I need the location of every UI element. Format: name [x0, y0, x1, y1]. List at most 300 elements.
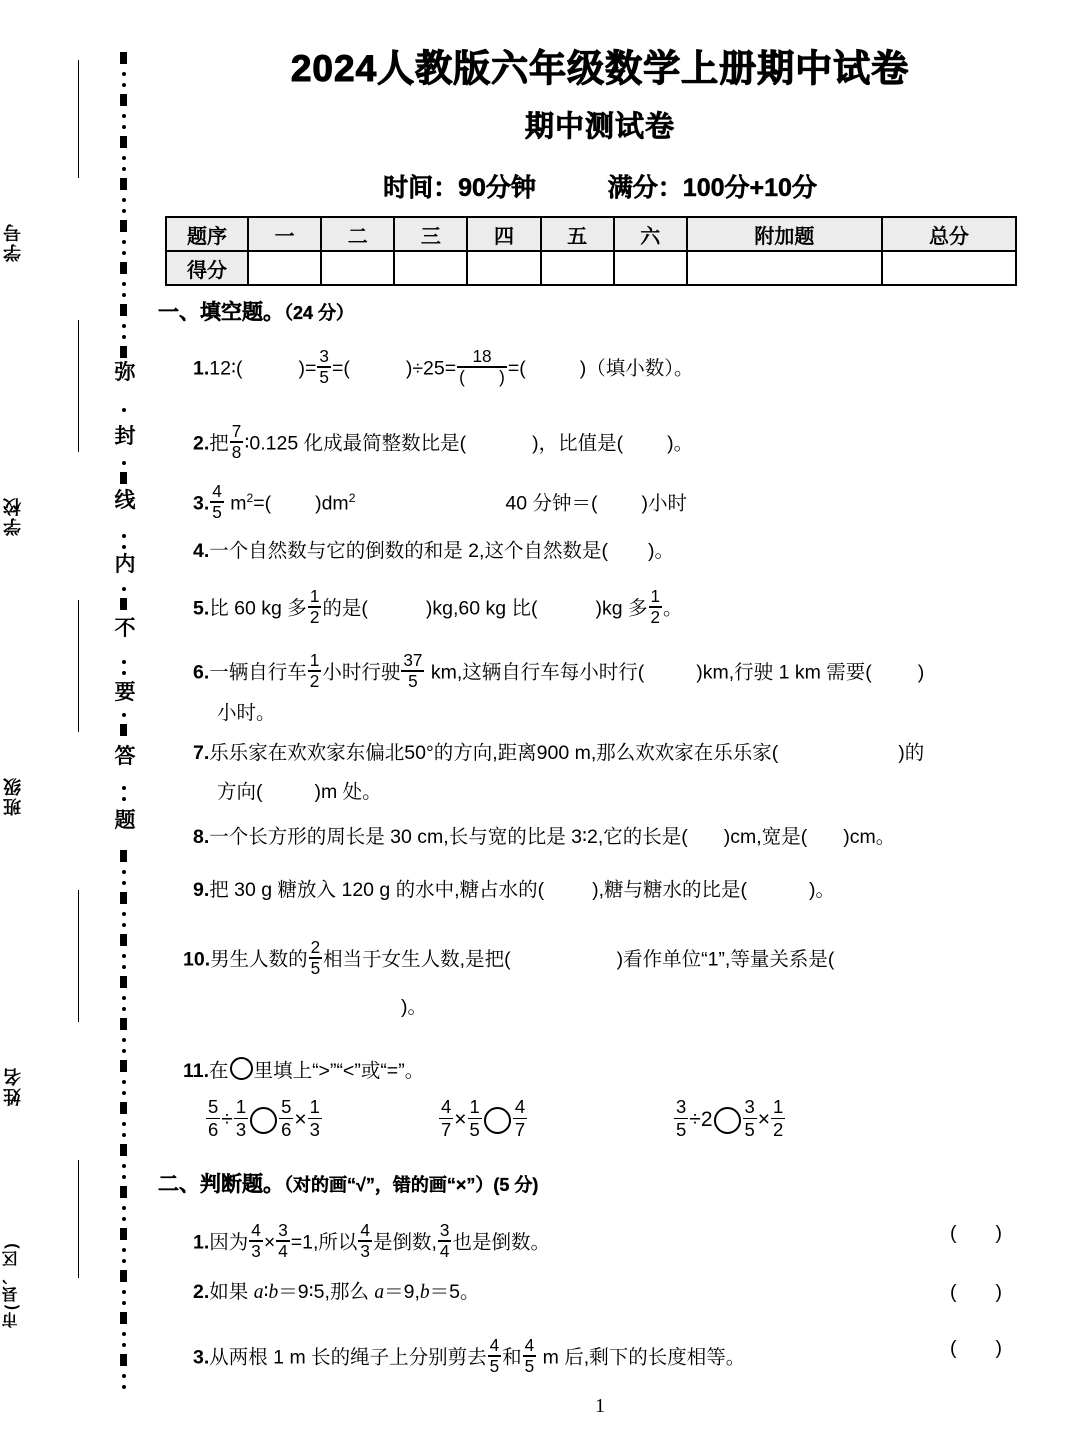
seal-label-class: 班级 — [3, 776, 23, 816]
seal-dot — [122, 114, 126, 118]
score-cell-4[interactable] — [467, 251, 540, 285]
seal-dot — [122, 293, 126, 297]
tf2-text-e: ＝5。 — [429, 1281, 480, 1303]
tf1-f1-n: 4 — [251, 1219, 261, 1240]
tf2-var-a2: a — [374, 1282, 385, 1303]
tf1-fraction-3-4-a — [276, 1219, 290, 1262]
q1-lead: 12∶( — [209, 357, 243, 380]
q4-tail: )。 — [647, 540, 674, 562]
question-fill-5 — [193, 585, 683, 628]
tf1-mid2: 是倒数, — [372, 1231, 437, 1254]
seal-dot — [122, 1007, 126, 1011]
seal-dot — [122, 282, 126, 286]
seal-dash — [120, 1102, 127, 1114]
score-cell-bonus[interactable] — [687, 251, 882, 285]
cmp1-left-op: ÷ — [221, 1108, 233, 1131]
seal-label-city-county: 市(县、区) — [3, 1241, 20, 1329]
seal-dot — [122, 1248, 126, 1252]
seal-char-2: 封 — [112, 424, 138, 450]
exam-time-label: 时间：90分钟 — [383, 174, 536, 202]
seal-dot — [122, 1374, 126, 1378]
cmp3-left-frac — [674, 1095, 688, 1140]
seal-rule-1 — [78, 60, 79, 178]
page-subtitle: 期中测试卷 — [524, 111, 675, 143]
cmp3-right-frac — [743, 1095, 757, 1140]
score-col-5: 五 — [541, 217, 614, 251]
seal-margin — [0, 0, 155, 1448]
tf-number-3: 3. — [193, 1346, 210, 1369]
seal-dot — [122, 1385, 126, 1389]
seal-dot — [122, 1332, 126, 1336]
seal-char-5: 不 — [112, 616, 138, 642]
seal-dot — [122, 125, 126, 129]
tf2-var-b2: b — [419, 1282, 430, 1303]
score-cell-3[interactable] — [394, 251, 467, 285]
q1-fraction-18-blank — [457, 345, 507, 388]
seal-dot — [122, 1038, 126, 1042]
seal-dot — [122, 324, 126, 328]
tf3-lead: 从两根 1 m 长的绳子上分别剪去 — [209, 1346, 487, 1369]
seal-char-4: 内 — [112, 552, 138, 578]
score-table-row-label-score: 得分 — [166, 251, 248, 285]
q7-line1-tail: )的 — [898, 742, 925, 764]
q6-mid4: ) — [917, 661, 925, 684]
seal-label-name: 姓名 — [3, 1066, 23, 1106]
seal-dot — [122, 1133, 126, 1137]
seal-dot — [122, 461, 126, 465]
tf3-fraction-4-5-a — [488, 1334, 502, 1377]
q1-eq-3: = — [444, 357, 457, 380]
question-fill-2 — [193, 420, 694, 463]
cmp2-la-d: 7 — [441, 1118, 452, 1140]
q5-mid3: )kg 多 — [595, 597, 648, 620]
tf2-text-a: 如果 — [209, 1281, 254, 1303]
tf2-var-a: a — [253, 1282, 264, 1303]
section-1-points: （24 分） — [284, 303, 355, 323]
question-fill-7 — [193, 744, 924, 764]
seal-dot — [122, 1091, 126, 1095]
seal-dash — [120, 1144, 127, 1156]
seal-char-7: 答 — [112, 744, 138, 770]
score-table-row-label-order: 题序 — [166, 217, 248, 251]
q10-mid: 相当于女生人数,是把( — [323, 948, 511, 971]
seal-dot — [122, 912, 126, 916]
seal-dash — [120, 1060, 127, 1072]
q3-unit-1: m — [230, 492, 247, 515]
seal-dot — [122, 996, 126, 1000]
table-row-header — [166, 217, 1016, 251]
q5-mid2: )kg,60 kg 比( — [425, 597, 538, 620]
question-fill-10 — [183, 936, 835, 979]
tf1-fraction-4-3-b — [358, 1219, 372, 1262]
seal-dash — [120, 724, 127, 736]
q1-f1-num: 3 — [319, 345, 329, 366]
seal-dot — [122, 1049, 126, 1053]
seal-dot — [122, 545, 126, 549]
question-fill-10-line2 — [401, 998, 427, 1018]
seal-dot — [122, 534, 126, 538]
page-title: 2024人教版六年级数学上册期中试卷 — [290, 48, 910, 89]
q3-fraction-4-5 — [210, 480, 224, 523]
q5-f2-num: 1 — [650, 585, 661, 606]
q6-mid3: )km,行驶 1 km 需要( — [696, 661, 872, 684]
section-2-title: 二、判断题。 — [158, 1173, 284, 1196]
q2-f-den: 8 — [231, 442, 242, 463]
cmp1-lb-n: 1 — [235, 1095, 247, 1117]
tf1-times: × — [263, 1231, 276, 1254]
tf2-text-b: ∶ — [263, 1281, 269, 1303]
q10-mid2: )看作单位“1”,等量关系是( — [616, 948, 835, 971]
q5-f2-den: 2 — [650, 607, 661, 628]
comparison-expression-1 — [205, 1095, 323, 1140]
cmp1-rb-n: 1 — [309, 1095, 320, 1117]
tf1-f3-n: 4 — [360, 1219, 370, 1240]
tf1-f4-d: 4 — [439, 1241, 450, 1262]
q9-text-b: ),糖与糖水的比是( — [592, 879, 748, 901]
seal-dot — [122, 1343, 126, 1347]
comparison-circle-icon[interactable] — [230, 1057, 253, 1080]
seal-dot — [122, 251, 126, 255]
q4-text: 一个自然数与它的倒数的和是 2,这个自然数是( — [209, 540, 608, 562]
score-col-3: 三 — [394, 217, 467, 251]
seal-dot — [122, 786, 126, 790]
tf-number-2: 2. — [193, 1281, 210, 1303]
tf1-mid: =1,所以 — [290, 1231, 358, 1254]
score-cell-6[interactable] — [614, 251, 687, 285]
q3-eq: =( — [253, 492, 272, 515]
cmp1-la-n: 5 — [208, 1095, 219, 1117]
q3-f-den: 5 — [212, 502, 222, 523]
seal-dash — [120, 52, 127, 64]
q7-line2-tail: )m 处。 — [314, 781, 382, 803]
seal-dot — [122, 881, 126, 885]
seal-dash — [120, 850, 127, 862]
q3-f-num: 4 — [212, 480, 222, 501]
cmp1-rb-d: 3 — [309, 1118, 320, 1140]
seal-dot — [122, 209, 126, 213]
seal-dot — [122, 671, 126, 675]
q10-line2: )。 — [401, 996, 427, 1018]
q6-fraction-37-5 — [401, 649, 424, 692]
question-tf-1 — [193, 1219, 550, 1262]
cmp2-lb-d: 5 — [469, 1118, 480, 1140]
q6-f2-den: 5 — [408, 671, 418, 692]
q2-mid2: )，比值是( — [532, 432, 624, 455]
q5-f1-den: 2 — [309, 607, 320, 628]
tf3-answer: ( ) — [950, 1337, 1002, 1359]
tf1-lead: 因为 — [209, 1231, 249, 1254]
cmp3-la-d: 5 — [676, 1118, 687, 1140]
cmp3-right-frac2 — [771, 1095, 785, 1140]
seal-dash — [120, 934, 127, 946]
score-col-bonus: 附加题 — [687, 217, 882, 251]
q1-eq-1: = — [305, 357, 317, 380]
tf-number-1: 1. — [193, 1231, 210, 1254]
q7-line1: 乐乐家在欢欢家东偏北50°的方向,距离900 m,那么欢欢家在乐乐家( — [209, 742, 779, 764]
tf1-f3-d: 3 — [360, 1241, 370, 1262]
q6-f1-num: 1 — [309, 649, 320, 670]
q1-fraction-3-5 — [317, 345, 331, 388]
seal-dot — [122, 923, 126, 927]
question-number-10: 10. — [183, 948, 211, 971]
seal-dot — [122, 965, 126, 969]
seal-dot — [122, 72, 126, 76]
cmp2-left-frac — [439, 1095, 453, 1140]
q3-second-tail: )小时 — [641, 492, 688, 515]
q3-unit-2: )dm — [315, 492, 349, 515]
question-fill-9 — [193, 881, 835, 901]
seal-dot — [122, 83, 126, 87]
question-fill-7-line2 — [217, 783, 382, 803]
seal-dot — [122, 1301, 126, 1305]
q9-text-c: )。 — [809, 879, 836, 901]
tf1-f4-n: 3 — [439, 1219, 450, 1240]
section-1-title: 一、填空题。 — [158, 301, 284, 324]
seal-dot — [122, 335, 126, 339]
q5-f1-num: 1 — [309, 585, 320, 606]
q1-eq-2: = — [331, 357, 344, 380]
seal-dot — [122, 1122, 126, 1126]
q5-fraction-1-2-b — [649, 585, 663, 628]
cmp2-right-frac — [513, 1095, 527, 1140]
seal-dash — [120, 178, 127, 190]
q1-tail: （填小数）。 — [586, 357, 694, 380]
q6-f1-den: 2 — [309, 671, 320, 692]
cmp1-left-frac2 — [234, 1095, 248, 1140]
q10-f-den: 5 — [310, 958, 321, 979]
q8-text-b: )cm,宽是( — [723, 826, 808, 848]
question-fill-4 — [193, 542, 674, 562]
q2-mid: ∶0.125 化成最简整数比是( — [244, 432, 467, 455]
comparison-answer-circle-3[interactable] — [714, 1107, 741, 1134]
tf2-text-c: ＝9∶5,那么 — [278, 1281, 375, 1303]
tf2-var-b: b — [268, 1282, 279, 1303]
q1-f2-den[interactable]: ( ) — [459, 367, 505, 388]
score-cell-1[interactable] — [248, 251, 321, 285]
seal-dot — [122, 156, 126, 160]
cmp1-left-frac — [206, 1095, 220, 1140]
seal-dot — [122, 408, 126, 412]
tf1-f2-n: 3 — [278, 1219, 288, 1240]
seal-dot — [122, 198, 126, 202]
q6-mid2: km,这辆自行车每小时行( — [430, 661, 645, 684]
seal-char-8: 题 — [112, 808, 138, 834]
q2-fraction-7-8 — [230, 420, 244, 463]
section-heading-true-false — [158, 1168, 538, 1198]
q2-f-num: 7 — [231, 420, 242, 441]
seal-dash — [120, 346, 127, 358]
cmp1-right-frac2 — [308, 1095, 322, 1140]
seal-dash — [120, 220, 127, 232]
section-2-points: （对的画“√”，错的画“×”）(5 分) — [284, 1175, 539, 1195]
cmp1-lb-d: 3 — [235, 1118, 247, 1140]
cmp2-left-op: × — [454, 1108, 467, 1131]
exam-total-score-label: 满分：100分+10分 — [607, 174, 817, 202]
q11-lead: 在 — [209, 1060, 229, 1082]
tf3-tail: m 后,剩下的长度相等。 — [542, 1346, 746, 1369]
table-row-scores — [166, 251, 1016, 285]
score-table — [165, 216, 1017, 286]
cmp3-la-n: 3 — [676, 1095, 687, 1117]
q10-f-num: 2 — [310, 936, 321, 957]
seal-dot — [122, 1080, 126, 1084]
seal-dash — [120, 94, 127, 106]
cmp3-ra-d: 5 — [744, 1118, 755, 1140]
question-number-4: 4. — [193, 540, 210, 562]
q6-fraction-1-2 — [308, 649, 322, 692]
seal-dot — [122, 587, 126, 591]
q2-tail: )。 — [667, 432, 694, 455]
score-col-2: 二 — [321, 217, 394, 251]
question-number-7: 7. — [193, 742, 210, 764]
seal-rule-4 — [78, 890, 79, 1022]
q5-mid: 的是( — [322, 597, 368, 620]
seal-dot — [122, 240, 126, 244]
seal-dash — [120, 1312, 127, 1324]
tf-answer-box-3[interactable] — [950, 1339, 1002, 1359]
seal-dot — [122, 713, 126, 717]
q3-sup-1: 2 — [246, 490, 254, 505]
comparison-expression-2 — [438, 1095, 528, 1140]
seal-dash — [120, 1228, 127, 1240]
comparison-expression-3 — [673, 1095, 786, 1140]
question-number-6: 6. — [193, 661, 210, 684]
cmp3-rb-d: 2 — [773, 1118, 784, 1140]
tf3-f1-n: 4 — [489, 1334, 500, 1355]
tf1-fraction-3-4-b — [438, 1219, 452, 1262]
seal-label-school: 学校 — [3, 496, 23, 536]
cmp3-ra-n: 3 — [744, 1095, 755, 1117]
q6-line2: 小时。 — [217, 702, 276, 724]
section-heading-fill-in-blank — [158, 296, 354, 326]
q1-eq-4: = — [507, 357, 520, 380]
q3-sup-2: 2 — [348, 490, 356, 505]
question-number-8: 8. — [193, 826, 210, 848]
q8-text-a: 一个长方形的周长是 30 cm,长与宽的比是 3∶2,它的长是( — [209, 826, 688, 848]
question-number-2: 2. — [193, 432, 210, 455]
score-cell-2[interactable] — [321, 251, 394, 285]
seal-dash — [120, 472, 127, 484]
score-col-6: 六 — [614, 217, 687, 251]
cmp2-left-frac2 — [468, 1095, 482, 1140]
tf3-f2-d: 5 — [524, 1356, 535, 1377]
seal-dash — [120, 1270, 127, 1282]
q7-line2: 方向( — [217, 781, 263, 803]
cmp3-rb-n: 1 — [773, 1095, 784, 1117]
seal-dash — [120, 1186, 127, 1198]
tf1-answer: ( ) — [950, 1222, 1002, 1244]
seal-dash — [120, 598, 127, 610]
tf3-mid: 和 — [502, 1346, 522, 1369]
seal-label-student-id: 学号 — [3, 222, 23, 262]
q1-f1-den: 5 — [319, 367, 329, 388]
score-col-4: 四 — [467, 217, 540, 251]
cmp3-right-op: × — [757, 1108, 771, 1131]
seal-dot — [122, 1290, 126, 1294]
seal-dash — [120, 892, 127, 904]
q5-tail: 。 — [663, 597, 683, 620]
cmp1-right-op: × — [294, 1108, 307, 1131]
q10-fraction-2-5 — [309, 936, 323, 979]
seal-dot — [122, 1206, 126, 1210]
question-number-5: 5. — [193, 597, 210, 620]
q1-f2-num: 18 — [472, 345, 492, 366]
q2-lead: 把 — [209, 432, 229, 455]
score-col-total: 总分 — [882, 217, 1016, 251]
q1-div: ÷25 — [412, 357, 445, 380]
question-number-1: 1. — [193, 357, 210, 380]
q10-lead: 男生人数的 — [210, 948, 308, 971]
cmp2-la-n: 4 — [441, 1095, 452, 1117]
question-fill-1: 1.12∶( )= $\frac{3}{5}$ =( )÷25= 18 ( ) =( )（填小数）。 — [193, 345, 694, 388]
seal-char-3: 线 — [112, 488, 138, 514]
seal-dash — [120, 976, 127, 988]
tf1-fraction-4-3-a — [249, 1219, 263, 1262]
seal-dot — [122, 1217, 126, 1221]
cmp2-lb-n: 1 — [469, 1095, 480, 1117]
tf-answer-box-1[interactable] — [950, 1224, 1002, 1244]
seal-dot — [122, 797, 126, 801]
q9-text-a: 把 30 g 糖放入 120 g 的水中,糖占水的( — [209, 879, 545, 901]
seal-dash — [120, 262, 127, 274]
question-fill-11 — [183, 1057, 424, 1082]
cmp1-la-d: 6 — [208, 1118, 219, 1140]
tf2-text-d: ＝9, — [384, 1281, 420, 1303]
seal-dash — [120, 1018, 127, 1030]
q6-f2-num: 37 — [403, 649, 423, 670]
tf2-answer: ( ) — [950, 1281, 1002, 1303]
seal-rule-2 — [78, 320, 79, 452]
tf-answer-box-2[interactable] — [950, 1283, 1002, 1303]
question-tf-3 — [193, 1334, 746, 1377]
q3-second: 40 分钟＝( — [505, 492, 598, 515]
tf3-f1-d: 5 — [489, 1356, 500, 1377]
q5-fraction-1-2-a — [308, 585, 322, 628]
cmp2-ra-d: 7 — [514, 1118, 526, 1140]
q6-mid1: 小时行驶 — [322, 661, 401, 684]
cmp1-ra-n: 5 — [281, 1095, 292, 1117]
cmp1-ra-d: 6 — [281, 1118, 292, 1140]
seal-dot — [122, 954, 126, 958]
cmp1-right-frac — [279, 1095, 293, 1140]
exam-sheet — [155, 0, 1080, 1448]
question-number-9: 9. — [193, 879, 210, 901]
score-cell-total[interactable] — [882, 251, 1016, 285]
seal-dash — [120, 136, 127, 148]
comparison-answer-circle-1[interactable] — [250, 1107, 277, 1134]
seal-dot — [122, 167, 126, 171]
seal-dash — [120, 1354, 127, 1366]
question-fill-8 — [193, 828, 895, 848]
cmp3-left-b: 2 — [700, 1108, 713, 1131]
score-col-1: 一 — [248, 217, 321, 251]
seal-char-1: 弥 — [112, 360, 138, 386]
tf3-f2-n: 4 — [524, 1334, 535, 1355]
score-cell-5[interactable] — [541, 251, 614, 285]
seal-dot — [122, 1164, 126, 1168]
question-number-11: 11. — [183, 1060, 210, 1082]
question-fill-3 — [193, 480, 688, 523]
question-fill-6-line2 — [217, 704, 276, 724]
question-tf-2 — [193, 1283, 480, 1303]
comparison-answer-circle-2[interactable] — [484, 1107, 511, 1134]
seal-dot — [122, 660, 126, 664]
tf1-f2-d: 4 — [278, 1241, 288, 1262]
seal-char-6: 要 — [112, 680, 138, 706]
seal-dot — [122, 870, 126, 874]
q6-lead: 一辆自行车 — [209, 661, 307, 684]
page-number: 1 — [595, 1395, 605, 1417]
